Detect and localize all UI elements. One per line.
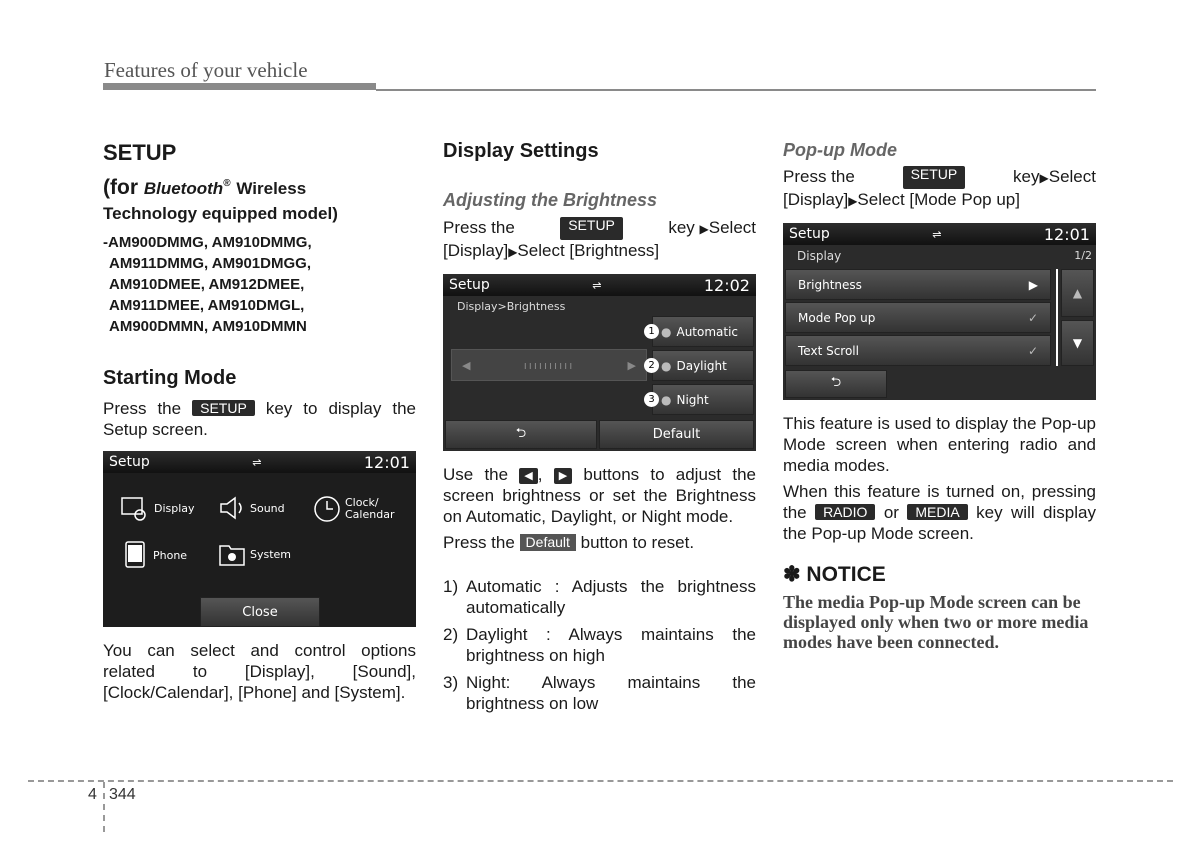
slider-ticks: ıııııııııı xyxy=(523,358,575,372)
notice-text: The media Pop-up Mode screen can be displayed only when two or more media modes have been connected. xyxy=(783,592,1089,652)
instruction-line: Press the SETUP key ▶Select xyxy=(443,217,756,240)
brightness-screen-image xyxy=(443,274,756,451)
footer-rule xyxy=(28,780,1173,782)
screen-time: 12:02 xyxy=(703,275,750,295)
option-label: Daylight xyxy=(676,358,727,373)
menu-label: System xyxy=(250,547,292,561)
text-fragment: key to display the Setup screen. xyxy=(103,399,417,439)
screen-time: 12:01 xyxy=(363,452,410,472)
text-fragment: buttons to adjust the screen brightness or set the Brightness on Automatic, Daylight, or Night mode. xyxy=(443,465,756,526)
text-fragment: key xyxy=(668,218,695,237)
footer-divider xyxy=(103,782,105,832)
arrow-left-icon: ◀ xyxy=(462,358,471,372)
page-header-title: Features of your vehicle xyxy=(104,58,308,82)
popup-desc-1: This feature is used to display the Pop-up Mode screen when entering radio and media modes. xyxy=(783,414,1096,475)
option-label: Automatic xyxy=(676,324,739,339)
text-fragment: key will display the Pop-up Mode screen. xyxy=(783,503,1096,543)
list-number: 2) xyxy=(443,625,459,644)
starting-mode-heading: Starting Mode xyxy=(103,367,237,389)
popup-mode-subheading: Pop-up Mode xyxy=(783,140,897,160)
list-text: Night: Always maintains the brightness on low xyxy=(466,673,756,713)
column-1 xyxy=(103,130,416,703)
for-prefix: (for xyxy=(103,176,138,199)
setup-key: SETUP xyxy=(192,400,255,416)
arrow-right-icon: ▶ xyxy=(699,222,709,236)
radio-icon: ● xyxy=(661,392,672,407)
arrow-right-icon: ▶ xyxy=(848,194,858,208)
screen-title: Setup xyxy=(449,277,490,293)
brightness-instructions xyxy=(443,217,756,263)
brightness-use-text: Use the ◀ , ▶ buttons to adjust the screen brightness or set the Brightness on Automatic, Daylight, or Night mode. xyxy=(443,465,756,526)
option-night xyxy=(652,384,754,415)
setup-screen-image xyxy=(103,451,416,627)
popup-instructions xyxy=(783,166,1096,212)
header-rule-thin xyxy=(376,89,1096,91)
radio-icon: ● xyxy=(661,358,672,373)
brightness-slider xyxy=(451,349,647,381)
notice-heading: ✽ NOTICE xyxy=(783,563,886,586)
menu-phone xyxy=(123,541,187,569)
scroll-down-icon: ▼ xyxy=(1061,320,1094,366)
menu-label: Phone xyxy=(153,548,188,562)
tech-line: Technology equipped model) xyxy=(103,204,338,223)
option-label: Night xyxy=(676,392,709,407)
text-fragment: When this feature is turned on, pressing the xyxy=(783,482,1096,522)
marker-2: 2 xyxy=(644,358,659,373)
list-item xyxy=(443,672,756,714)
radio-key: RADIO xyxy=(815,504,875,520)
system-icon xyxy=(218,541,246,567)
screen-topbar xyxy=(103,451,416,473)
screen-topbar xyxy=(783,223,1096,245)
usb-icon: ⇌ xyxy=(252,455,262,469)
instruction-line: [Display]▶Select [Brightness] xyxy=(443,241,660,260)
text-fragment: Press the xyxy=(443,533,515,552)
option-daylight xyxy=(652,350,754,381)
instruction-line: [Display]▶Select [Mode Pop up] xyxy=(783,190,1020,209)
column-3 xyxy=(783,130,1096,652)
model-list xyxy=(103,232,416,337)
list-text: Daylight : Always maintains the brightness on high xyxy=(466,625,756,665)
row-text-scroll xyxy=(785,335,1051,366)
marker-3: 3 xyxy=(644,392,659,407)
option-automatic xyxy=(652,316,754,347)
text-fragment: key xyxy=(1013,167,1040,186)
text-fragment: Press the xyxy=(783,167,855,186)
back-button: ⮌ xyxy=(445,420,597,449)
media-key: MEDIA xyxy=(907,504,967,520)
check-icon: ✓ xyxy=(1027,310,1038,325)
menu-display xyxy=(120,495,195,521)
menu-sound xyxy=(218,495,285,521)
list-item xyxy=(443,624,756,666)
usb-icon: ⇌ xyxy=(592,278,602,292)
text-fragment: Press the xyxy=(443,218,515,237)
close-button: Close xyxy=(200,597,320,627)
menu-label: Clock/ Calendar xyxy=(345,496,395,521)
arrow-right-icon: ▶ xyxy=(1028,277,1038,292)
radio-icon: ● xyxy=(661,324,672,339)
page-indicator: 1/2 xyxy=(1074,249,1092,262)
model-line: AM910DMEE, AM912DMEE, xyxy=(109,276,305,293)
right-arrow-key: ▶ xyxy=(554,468,572,484)
screen-topbar xyxy=(443,274,756,296)
screen-title: Setup xyxy=(789,226,830,242)
list-text: Automatic : Adjusts the brightness automatically xyxy=(466,577,756,617)
left-arrow-key: ◀ xyxy=(519,468,537,484)
bluetooth-word: Bluetooth xyxy=(143,179,224,198)
text-fragment: Use the xyxy=(443,465,509,484)
arrow-right-icon: ▶ xyxy=(1039,171,1049,185)
text-fragment: Press the xyxy=(103,399,182,418)
marker-1: 1 xyxy=(644,324,659,339)
model-note-heading xyxy=(103,176,416,200)
page-number xyxy=(88,786,136,804)
list-number: 1) xyxy=(443,577,459,596)
header-rule xyxy=(103,83,376,90)
brightness-mode-list xyxy=(443,576,756,714)
popup-desc-2 xyxy=(783,481,1096,544)
menu-label: Sound xyxy=(250,501,285,515)
display-settings-heading: Display Settings xyxy=(443,140,599,162)
default-key: Default xyxy=(520,534,576,551)
default-button: Default xyxy=(599,420,754,449)
setup-heading: SETUP xyxy=(103,140,177,165)
model-line: AM911DMEE, AM910DMGL, xyxy=(109,297,305,314)
row-brightness xyxy=(785,269,1051,300)
screen-title: Setup xyxy=(109,454,150,470)
setup-key: SETUP xyxy=(560,217,623,240)
model-line: AM911DMMG, AM901DMGG, xyxy=(109,255,311,272)
screen-time: 12:01 xyxy=(1043,224,1090,244)
scrollbar xyxy=(1056,269,1058,366)
back-button: ⮌ xyxy=(785,370,887,398)
phone-icon xyxy=(123,541,147,569)
sound-icon xyxy=(218,495,246,521)
menu-clock xyxy=(313,495,394,523)
model-line: AM900DMMN, AM910DMMN xyxy=(109,318,307,335)
text-fragment: button to reset. xyxy=(580,533,695,552)
list-number: 3) xyxy=(443,673,459,692)
instruction-line: Press the SETUP key▶Select xyxy=(783,166,1096,189)
starting-mode-text xyxy=(103,398,416,440)
menu-system xyxy=(218,541,291,567)
usb-icon: ⇌ xyxy=(932,227,942,241)
row-label: Brightness xyxy=(798,277,862,292)
reset-text xyxy=(443,532,756,553)
screen-subtitle: Display xyxy=(797,249,842,263)
popup-screen-image xyxy=(783,223,1096,400)
arrow-right-icon: ▶ xyxy=(508,245,518,259)
row-label: Mode Pop up xyxy=(798,310,876,325)
arrow-right-icon: ▶ xyxy=(627,358,636,372)
wireless-word: Wireless xyxy=(236,179,307,198)
page-number-value: 344 xyxy=(109,786,136,803)
registered-mark: ® xyxy=(223,178,231,189)
list-item xyxy=(443,576,756,618)
chapter-number: 4 xyxy=(88,786,97,803)
row-mode-popup xyxy=(785,302,1051,333)
menu-label: Display xyxy=(154,501,195,515)
setup-key: SETUP xyxy=(903,166,966,189)
clock-icon xyxy=(313,495,341,523)
scroll-up-icon: ▲ xyxy=(1061,269,1094,317)
text-fragment: or xyxy=(883,503,899,522)
screen-breadcrumb: Display>Brightness xyxy=(457,300,566,313)
model-line: -AM900DMMG, AM910DMMG, xyxy=(103,234,312,251)
setup-options-text: You can select and control options related to [Display], [Sound], [Clock/Calendar], [Phone] and [System]. xyxy=(103,641,416,702)
check-icon: ✓ xyxy=(1027,343,1038,358)
row-label: Text Scroll xyxy=(798,343,859,358)
column-2 xyxy=(443,130,756,720)
display-icon xyxy=(120,495,148,521)
brightness-subheading: Adjusting the Brightness xyxy=(443,190,658,210)
